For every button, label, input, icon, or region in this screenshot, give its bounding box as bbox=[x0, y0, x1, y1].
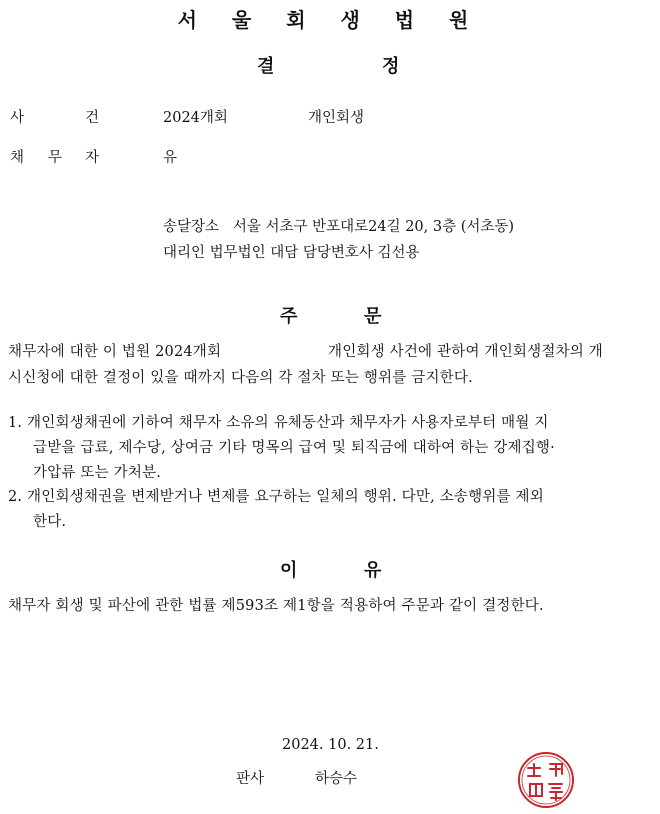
case-type: 개인회생 bbox=[308, 110, 365, 126]
agent-line: 대리인 법무법인 대담 담당변호사 김선용 bbox=[163, 245, 420, 261]
order-item-1-line-2: 급받을 급료, 제수당, 상여금 기타 명목의 급여 및 퇴직금에 대하여 하는 강제집행· bbox=[33, 440, 555, 456]
case-label-char-1: 사 bbox=[10, 110, 25, 126]
order-item-1-line-1: 1. 개인회생채권에 기하여 채무자 소유의 유체동산과 채무자가 사용자로부터 매월 지 bbox=[8, 415, 549, 431]
service-address: 송달장소 서울 서초구 반포대로24길 20, 3층 (서초동) bbox=[163, 219, 515, 235]
judge-seal bbox=[516, 750, 576, 810]
order-intro-part-a: 채무자에 대한 이 법원 2024개회 bbox=[8, 344, 222, 360]
debtor-label-char-3: 자 bbox=[85, 150, 100, 166]
order-intro-line-2: 시신청에 대한 결정이 있을 때까지 다음의 각 절차 또는 행위를 금지한다. bbox=[8, 370, 473, 386]
decision-date: 2024. 10. 21. bbox=[282, 737, 379, 753]
judge-name: 하승수 bbox=[315, 771, 358, 787]
debtor-label-char-1: 채 bbox=[10, 150, 25, 166]
reason-heading-char-1: 이 bbox=[280, 560, 298, 581]
court-name: 서 울 회 생 법 원 bbox=[177, 8, 483, 32]
order-item-1-line-3: 가압류 또는 가처분. bbox=[33, 465, 162, 481]
order-heading-char-2: 문 bbox=[364, 306, 382, 327]
order-heading-char-1: 주 bbox=[280, 306, 298, 327]
debtor-label-char-2: 무 bbox=[48, 150, 63, 166]
judge-title: 판사 bbox=[236, 771, 265, 787]
case-number: 2024개회 bbox=[163, 110, 228, 126]
order-intro-part-b: 개인회생 사건에 관하여 개인회생절차의 개 bbox=[328, 344, 603, 360]
doc-title-char-2: 정 bbox=[382, 56, 400, 77]
reason-heading-char-2: 유 bbox=[364, 560, 382, 581]
case-label-char-2: 건 bbox=[85, 110, 100, 126]
reason-text: 채무자 회생 및 파산에 관한 법률 제593조 제1항을 적용하여 주문과 같이 결정한다. bbox=[8, 598, 544, 614]
order-item-2-line-2: 한다. bbox=[33, 514, 67, 530]
order-item-2-line-1: 2. 개인회생채권을 변제받거나 변제를 요구하는 일체의 행위. 다만, 소송행위를 제외 bbox=[8, 489, 544, 505]
doc-title-char-1: 결 bbox=[257, 56, 275, 77]
debtor-name: 유 bbox=[163, 150, 178, 166]
